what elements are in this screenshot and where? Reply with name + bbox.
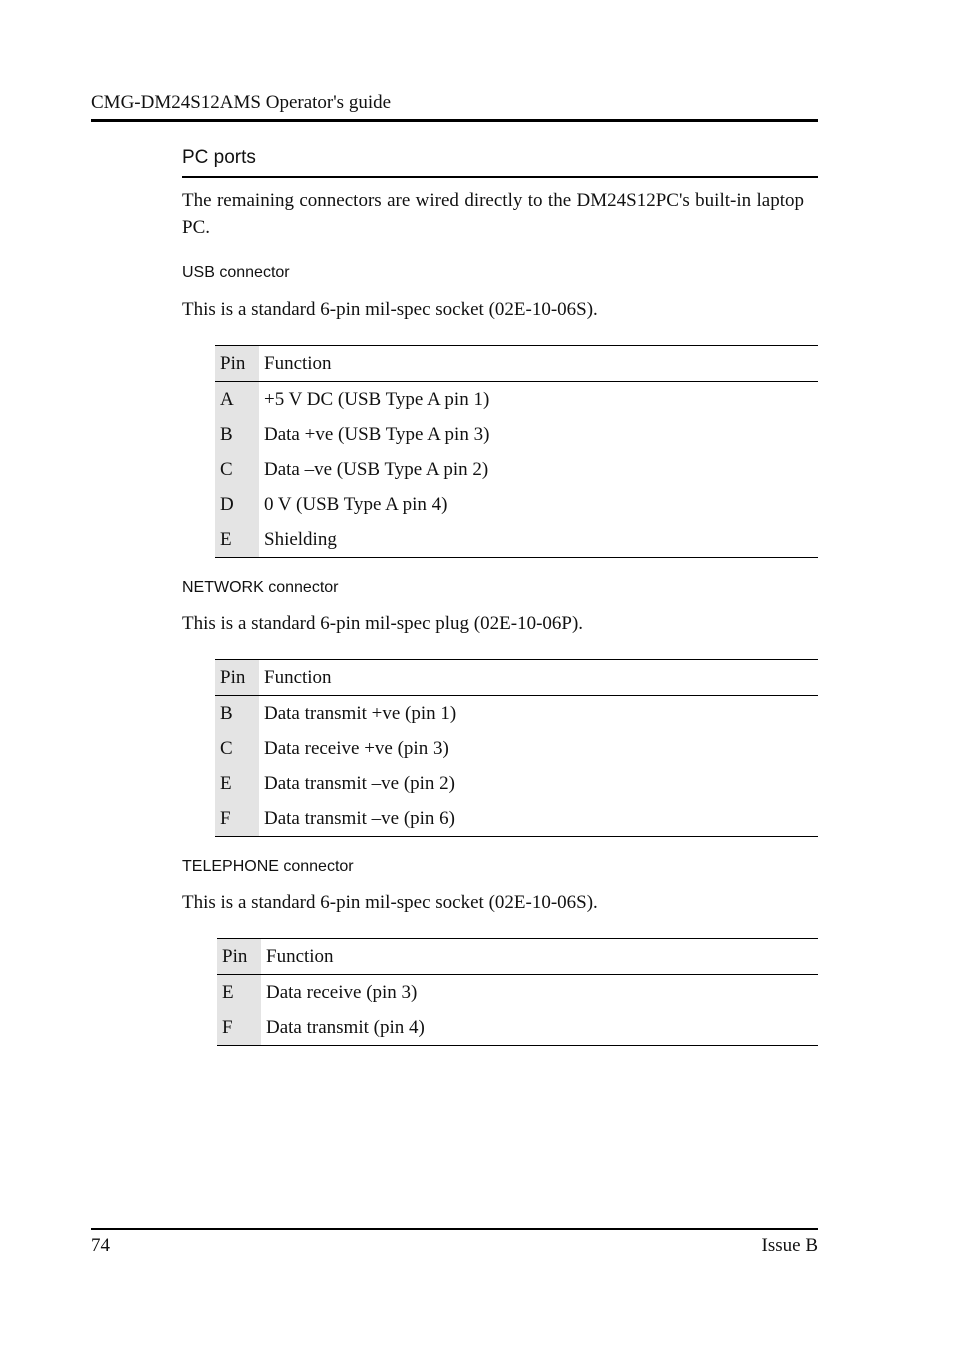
function-cell: Data receive +ve (pin 3) [264,737,449,759]
function-cell: Shielding [259,522,818,558]
table-row [215,382,818,418]
pin-cell: F [215,801,259,837]
pin-header: Pin [215,346,259,382]
function-header: Function [259,346,818,382]
pin-cell: A [215,382,259,418]
table-row [215,731,818,766]
section-rule [182,176,818,178]
function-cell: Data transmit –ve (pin 6) [259,801,818,837]
table-row [215,522,818,558]
pin-cell: E [217,975,261,1011]
table-row [217,975,818,1011]
pin-header: Pin [217,939,261,975]
footer-rule [91,1228,818,1230]
table-row [217,1010,818,1046]
pin-cell: E [215,522,259,558]
issue-label: Issue B [761,1235,818,1256]
pin-cell: B [215,696,259,732]
pin-cell: C [215,452,259,487]
table-row [215,801,818,837]
pin-cell: C [215,731,259,766]
table-header-row [215,346,818,382]
function-cell: +5 V DC (USB Type A pin 1) [264,388,490,410]
table-header-row [217,939,818,975]
usb-pin-table [215,345,818,558]
function-cell: Data receive (pin 3) [266,981,418,1003]
function-header: Function [261,939,818,975]
function-cell: Data +ve (USB Type A pin 3) [264,423,490,445]
table-row [215,766,818,801]
section-intro: The remaining connectors are wired directly to the DM24S12PC's built-in laptop PC. [182,190,804,238]
network-heading: NETWORK connector [182,579,339,596]
header-rule [91,119,818,122]
table-header-row [215,660,818,696]
network-pin-table [215,659,818,837]
table-row [215,417,818,452]
pin-cell: E [215,766,259,801]
pin-cell: D [215,487,259,522]
telephone-pin-table [217,938,818,1046]
pin-cell: B [215,417,259,452]
pin-header: Pin [215,660,259,696]
telephone-heading: TELEPHONE connector [182,858,354,875]
function-cell: Data transmit +ve (pin 1) [264,702,457,724]
network-description: This is a standard 6-pin mil-spec plug (02E-10-06P). [182,613,584,634]
function-cell: Data transmit –ve (pin 2) [264,772,456,794]
running-header-title: CMG-DM24S12AMS Operator's guide [91,92,392,113]
page-number: 74 [91,1235,110,1256]
function-cell: Data transmit (pin 4) [261,1010,818,1046]
usb-description: This is a standard 6-pin mil-spec socket (02E-10-06S). [182,299,598,320]
table-row [215,487,818,522]
function-cell: 0 V (USB Type A pin 4) [264,493,448,515]
pin-cell: F [217,1010,261,1046]
function-cell: Data –ve (USB Type A pin 2) [264,458,489,480]
table-row [215,452,818,487]
section-title: PC ports [182,147,256,168]
telephone-description: This is a standard 6-pin mil-spec socket (02E-10-06S). [182,892,598,913]
usb-heading: USB connector [182,264,290,281]
table-row [215,696,818,732]
function-header: Function [259,660,818,696]
